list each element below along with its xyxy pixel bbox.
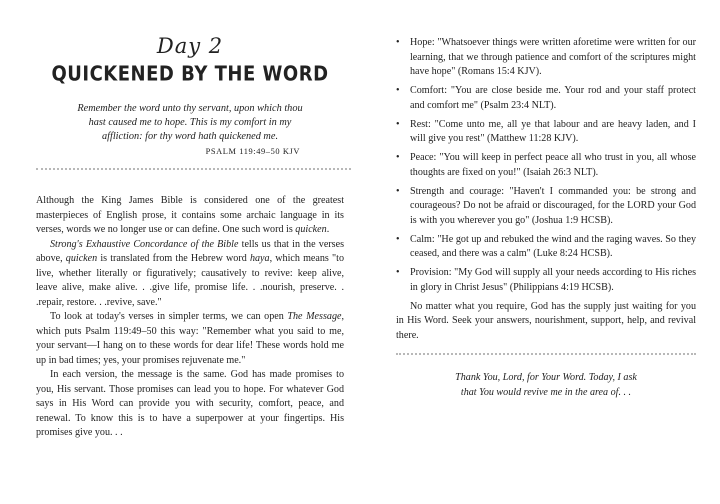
dotted-divider — [36, 168, 351, 170]
list-item: • Provision: "My God will supply all your needs according to His riches in glory in Christ Jesus" (Philippians 4:19 HCSB). — [396, 266, 696, 295]
closing-paragraph: No matter what you require, God has the supply just waiting for you in His Word. Seek your answers, nourishment, support, help, and revival there. — [396, 300, 696, 341]
verse-reference: PSALM 119:49–50 KJV — [205, 147, 300, 156]
body-text — [36, 194, 344, 441]
list-item: • Strength and courage: "Haven't I commanded you: be strong and courageous? Do not be afraid or discouraged, for the LORD your God is with you wherever you go" (Joshua 1:9 HCSB). — [396, 185, 696, 229]
paragraph-2: Strong's Exhaustive Concordance of the Bible tells us that in the verses above, quicken is translated from the Hebrew word haya, which means "to live, whether literally or figuratively; causatively to revive: keep alive, leave alive, make alive. . .give life, promise life. . .nourish, preserve. . .repair, restore. . .revive, save." — [36, 238, 344, 308]
list-item: • Comfort: "You are close beside me. Your rod and your staff protect and comfort me" (Psalm 23:4 NLT). — [396, 84, 696, 113]
prayer-line-1: Thank You, Lord, for Your Word. Today, I ask — [455, 372, 637, 383]
list-item: • Peace: "You will keep in perfect peace all who trust in you, all whose thoughts are fixed on you!" (Isaiah 26:3 NLT). — [396, 151, 696, 180]
devotion-title: QUICKENED BY THE WORD — [51, 62, 329, 87]
promise-list — [396, 36, 696, 295]
prayer-line-2: that You would revive me in the area of. . . — [460, 386, 632, 398]
paragraph-4: In each version, the message is the same. God has made promises to you, His servant. Those promises can lead you to hope. For whatever God says in His Word can provide you with security, comfort, peace, and renewal. To know this is to have a superpower at your fingertips. His promises give you. . . — [36, 369, 344, 438]
day-label: Day 2 — [156, 34, 224, 58]
right-page — [396, 0, 696, 504]
paragraph-3: To look at today's verses in simpler terms, we can open The Message, which puts Psalm 119:49–50 this way: "Remember what you said to me, your servant—I hang on to these words for dear life! These words hold me up in bad times; yes, your promises rejuvenate me." — [36, 311, 344, 366]
list-item: • Hope: "Whatsoever things were written aforetime were written for our learning, that we through patience and comfort of the scriptures might have hope" (Romans 15:4 KJV). — [396, 36, 696, 80]
dotted-divider — [396, 353, 696, 355]
list-item: • Rest: "Come unto me, all ye that labour and are heavy laden, and I will give you rest" (Matthew 11:28 KJV). — [396, 118, 696, 147]
list-item: • Calm: "He got up and rebuked the wind and the raging waves. So they ceased, and there was a calm" (Luke 8:24 HCSB). — [396, 233, 696, 262]
prayer — [396, 371, 696, 400]
paragraph-1: Although the King James Bible is considered one of the greatest masterpieces of English prose, it contains some archaic language in its verses, words we no longer use or can define. One such word is quicken. — [36, 195, 344, 235]
key-verse: Remember the word unto thy servant, upon which thou hast caused me to hope. This is my comfort in my affliction: for thy word hath quickened me. — [77, 103, 303, 142]
